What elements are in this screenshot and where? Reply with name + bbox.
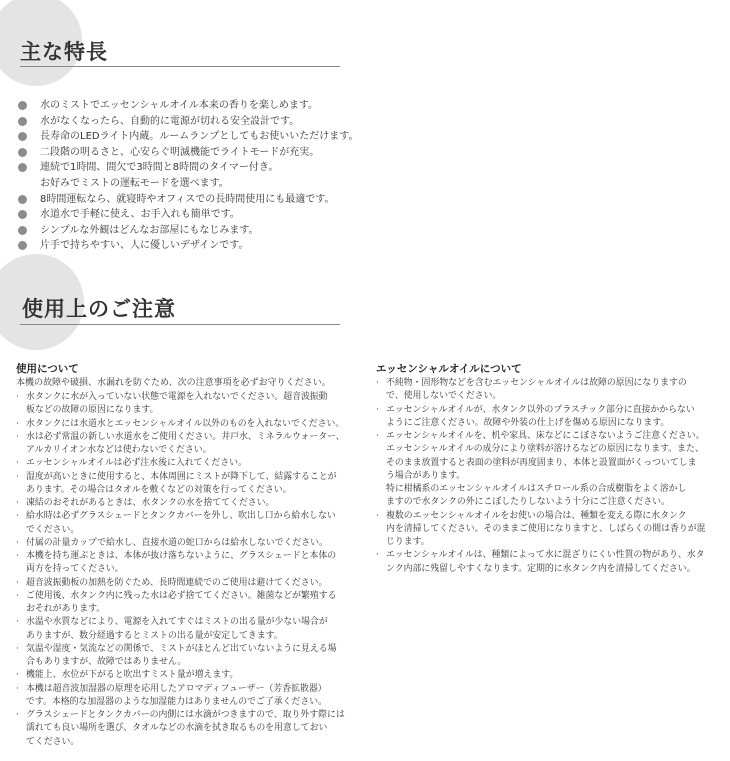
note-item	[16, 431, 366, 458]
note-text: 水は必ず常温の新しい水道水をご使用ください。井戸水、ミネラルウォーター、	[26, 431, 345, 442]
note-item	[376, 404, 721, 431]
note-item	[376, 549, 721, 576]
bullet-mark-icon: ·	[376, 431, 379, 441]
note-item	[376, 510, 721, 550]
note-item	[376, 430, 721, 510]
note-text: 凍結のおそれがあるときは、水タンクの水を捨ててください。	[26, 498, 275, 508]
note-text: じります。	[386, 537, 430, 547]
features-rule	[20, 66, 340, 67]
note-text: エッセンシャルオイルが、水タンク以外のプラスチック部分に直接かからない	[386, 404, 695, 415]
note-text: エッセンシャルオイルは、種類によって水に混ざりにくい性質の物があり、水タ	[386, 550, 705, 561]
note-text: 内を清掃してください。そのままご使用になりますと、しばらくの間は香りが混	[386, 523, 706, 534]
bullet-mark-icon: ·	[16, 431, 19, 442]
note-text: グラスシェードとタンクカバーの内側には水滴がつきますので、取り外す際には	[26, 710, 345, 720]
features-title: 主な特長	[20, 40, 108, 64]
feature-item	[18, 238, 478, 254]
note-text: エッセンシャルオイルを、机や家具、床などにこぼさないようご注意ください。	[386, 431, 705, 441]
feature-item	[18, 207, 478, 223]
usage-intro: 本機の故障や破損、水漏れを防ぐため、次の注意事項を必ずお守りください。	[16, 378, 331, 388]
note-item	[16, 457, 366, 470]
note-item	[16, 497, 366, 510]
feature-text: 水がなくなったら、自動的に電源が切れる安全設計です。	[40, 115, 300, 127]
bullet-mark-icon: ·	[16, 710, 19, 720]
note-item	[16, 471, 366, 498]
note-item	[16, 550, 366, 577]
note-text: 本機は超音波加湿器の原理を応用したアロマディフューザー（芳香拡散器）	[26, 683, 327, 694]
note-text: ようにご注意ください。故障や外装の仕上げを傷める原因になります。	[386, 417, 670, 428]
bullet-dot-icon	[18, 241, 27, 250]
bullet-mark-icon: ·	[376, 550, 379, 561]
note-text: 給水時は必ずグラスシェードとタンクカバーを外し、吹出し口から給水しない	[26, 511, 336, 522]
bullet-mark-icon: ·	[376, 404, 379, 415]
note-item	[16, 683, 366, 710]
note-item	[16, 418, 366, 431]
note-item	[16, 709, 366, 749]
usage-title: 使用について	[16, 363, 79, 375]
note-item	[16, 510, 366, 537]
note-item	[16, 643, 366, 670]
note-text: ありますが、数分経過するとミストの出る量が安定してきます。	[26, 630, 283, 641]
bullet-mark-icon: ·	[16, 498, 19, 508]
note-text: エッセンシャルオイルは必ず注水後に入れてください。	[26, 458, 247, 469]
note-text: 水タンクには水道水とエッセンシャルオイル以外のものを入れないでください。	[26, 418, 345, 429]
note-text: 複数のエッセンシャルオイルをお使いの場合は、種類を変える際に水タンク	[386, 510, 687, 521]
bullet-dot-icon	[18, 163, 27, 172]
note-item	[16, 669, 366, 682]
bullet-mark-icon: ·	[16, 643, 19, 654]
bullet-mark-icon: ·	[16, 670, 19, 681]
bullet-mark-icon: ·	[16, 551, 19, 561]
feature-text: 二段階の明るさと、心安らぐ明滅機能でライトモードが充実。	[40, 146, 320, 158]
feature-item	[18, 114, 478, 130]
bullet-dot-icon	[18, 101, 27, 110]
note-text: 板などの故障の原因になります。	[26, 405, 159, 416]
bullet-mark-icon: ·	[16, 511, 19, 522]
feature-text: 8時間運転なら、就寝時やオフィスでの長時間使用にも最適です。	[40, 193, 335, 205]
note-text: で、使用しないでください。	[386, 391, 502, 402]
feature-item	[18, 223, 478, 239]
note-text: 本機を持ち運ぶときは、本体が抜け落ちないように、グラスシェードと本体の	[26, 551, 337, 561]
cautions-rule	[20, 324, 340, 325]
feature-text: シンプルな外観はどんなお部屋にもなじみます。	[40, 224, 259, 236]
bullet-mark-icon: ·	[16, 577, 19, 588]
bullet-mark-icon: ·	[376, 378, 379, 388]
feature-item	[18, 129, 478, 145]
note-item	[16, 537, 366, 550]
feature-text: お好みでミストの運転モードを選べます。	[40, 177, 229, 189]
bullet-mark-icon: ·	[16, 617, 19, 628]
bullet-dot-icon	[18, 132, 27, 141]
bullet-dot-icon	[18, 117, 27, 126]
note-text: アルカリイオン水などは使わないでください。	[26, 445, 212, 455]
bullet-dot-icon	[18, 226, 27, 235]
note-text: 水タンクに水が入っていない状態で電源を入れないでください。超音波振動	[26, 392, 328, 402]
note-text: 超音波振動板の加熱を防ぐため、長時間連続でのご使用は避けてください。	[26, 577, 328, 588]
note-text: 特に柑橘系のエッセンシャルオイルはスチロール系の合成樹脂をよく溶かし	[386, 484, 687, 494]
note-text: 両方を持ってください。	[26, 564, 124, 575]
cautions-title: 使用上のご注意	[22, 297, 176, 321]
note-text: 濡れても良い場所を選び、タオルなどの水滴を拭き取るものを用意しておい	[26, 723, 328, 734]
note-text: でください。	[26, 524, 80, 535]
note-text: う場合があります。	[386, 470, 466, 481]
feature-item	[18, 145, 478, 161]
bullet-mark-icon: ·	[16, 418, 19, 429]
oil-list	[376, 377, 721, 576]
note-text: 湿度が高いときに使用すると、本体周囲にミストが降下して、結露することが	[26, 471, 337, 482]
feature-item	[18, 160, 478, 191]
bullet-dot-icon	[18, 195, 27, 204]
note-text: そのまま放置すると表面の塗料が再度固まり、本体と設置面がくっついてしま	[386, 457, 697, 468]
note-text: 合もありますが、故障ではありません。	[26, 657, 187, 667]
note-text: あります。その場合はタオルを敷くなどの対策を行ってください。	[26, 484, 292, 495]
note-text: ご使用後、水タンク内に残った水は必ず捨ててください。雑菌などが繁殖する	[26, 590, 337, 601]
features-list	[18, 98, 478, 254]
feature-item	[18, 192, 478, 208]
note-item	[376, 377, 721, 404]
note-text: 不純物・固形物などを含むエッセンシャルオイルは故障の原因になりますの	[386, 378, 687, 388]
bullet-mark-icon: ·	[16, 392, 19, 402]
bullet-mark-icon: ·	[376, 510, 379, 521]
oil-title: エッセンシャルオイルについて	[376, 363, 522, 375]
note-item	[16, 391, 366, 418]
usage-list	[16, 391, 366, 749]
note-text: 水温や水質などにより、電源を入れてすぐはミストの出る量が少ない場合が	[26, 617, 328, 628]
note-text: 気温や湿度・気流などの関係で、ミストがほとんど出ていないように見える場	[26, 643, 337, 654]
note-text: です。本格的な加湿器のような加湿能力はありませんのでご了承ください。	[26, 696, 328, 707]
note-text: ンク内部に残留しやすくなります。定期的に水タンク内を清掃してください。	[386, 563, 696, 574]
feature-text: 長寿命のLEDライト内蔵。ルームランプとしてもお使いいただけます。	[40, 131, 359, 143]
feature-text: 片手で持ちやすい、人に優しいデザインです。	[40, 240, 249, 252]
feature-text: 水道水で手軽に使え、お手入れも簡単です。	[40, 209, 240, 221]
bullet-mark-icon: ·	[16, 458, 19, 469]
feature-text: 水のミストでエッセンシャルオイル本来の香りを楽しめます。	[40, 100, 319, 111]
note-item	[16, 616, 366, 643]
note-text: ますので水タンクの外にこぼしたりしないよう十分にご注意ください。	[386, 497, 670, 508]
bullet-mark-icon: ·	[16, 683, 19, 694]
feature-text: 連続で1時間、間欠で3時間と8時間のタイマー付き。	[40, 162, 279, 174]
bullet-dot-icon	[18, 210, 27, 219]
feature-item	[18, 98, 478, 114]
note-item	[16, 577, 366, 590]
note-text: おそれがあります。	[26, 604, 106, 614]
bullet-mark-icon: ·	[16, 590, 19, 601]
bullet-mark-icon: ·	[16, 537, 19, 548]
note-item	[16, 590, 366, 617]
bullet-dot-icon	[18, 148, 27, 157]
bullet-mark-icon: ·	[16, 471, 19, 482]
note-text: 付属の計量カップで給水し、直接水道の蛇口からは給水しないでください。	[26, 537, 328, 548]
note-text: てください。	[26, 736, 80, 747]
note-text: エッセンシャルオイルの成分により塗料が溶けるなどの原因になります。また、	[386, 444, 704, 455]
note-text: 機能上、水位が下がると吹出すミスト量が増えます。	[26, 670, 239, 681]
